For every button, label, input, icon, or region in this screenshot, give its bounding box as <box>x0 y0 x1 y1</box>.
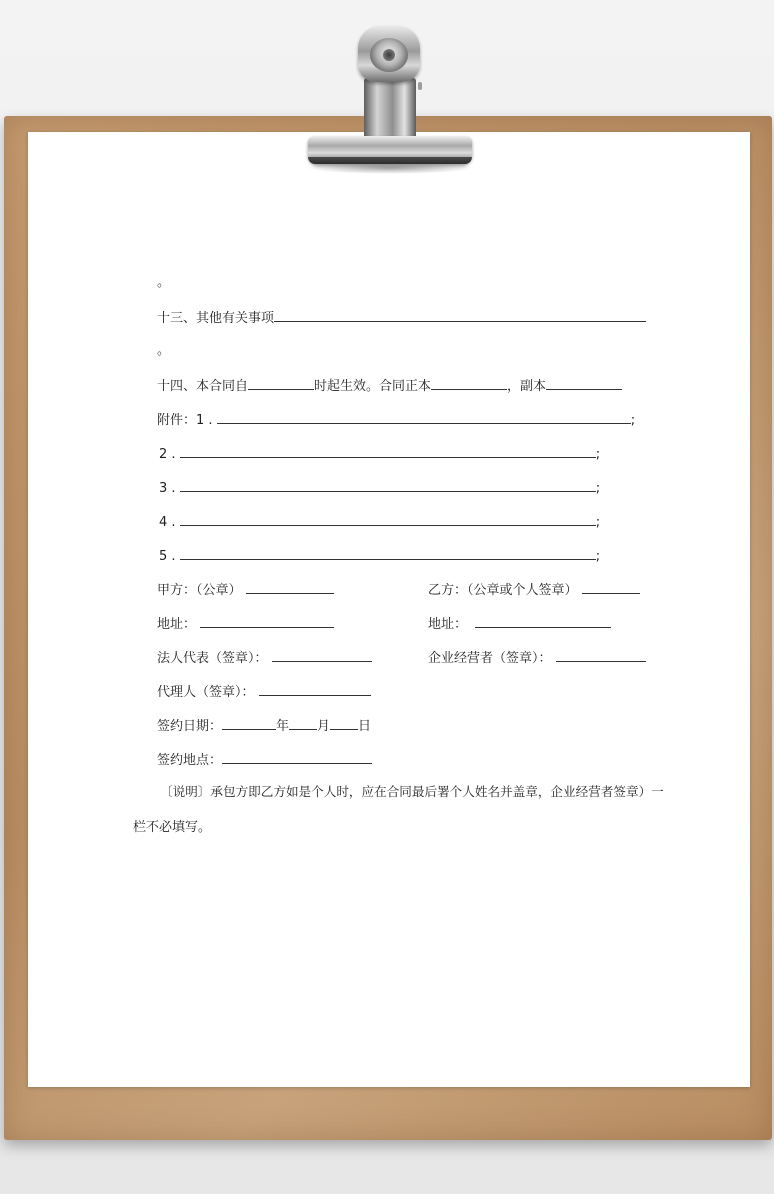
attachment-4-blank[interactable] <box>180 511 596 526</box>
year-label: 年 <box>276 719 290 734</box>
attachment-5-num: 5 . <box>159 549 176 564</box>
day-label: 日 <box>358 719 372 734</box>
party-b-seal <box>428 579 640 600</box>
party-a-seal-blank[interactable] <box>246 579 334 594</box>
dot-line-1 <box>157 274 170 292</box>
note-line-2 <box>133 819 211 837</box>
dot-text: 。 <box>157 343 171 358</box>
item-13-blank[interactable] <box>274 307 646 322</box>
item-13 <box>157 307 646 328</box>
attachment-4-num: 4 . <box>159 515 176 530</box>
attachment-label: 附件：1 . <box>157 413 213 428</box>
attachment-end: ; <box>630 413 636 428</box>
attachment-3-blank[interactable] <box>180 477 596 492</box>
address-b-label: 地址： <box>428 617 468 632</box>
item-14-text-a: 十四、本合同自 <box>157 379 249 394</box>
month-blank[interactable] <box>289 715 317 730</box>
party-a-address <box>157 613 334 634</box>
legal-representative <box>157 647 372 668</box>
attachment-5 <box>159 545 600 566</box>
clip-ring-inner <box>370 38 408 72</box>
item-14-text-b: 时起生效。合同正本 <box>314 379 432 394</box>
party-a-seal <box>157 579 334 600</box>
note-line-1 <box>160 783 664 801</box>
contract-page <box>28 132 750 1087</box>
legal-rep-blank[interactable] <box>272 647 372 662</box>
clip-wire <box>418 82 422 90</box>
copy-count-blank[interactable] <box>546 375 622 390</box>
attachment-end: ; <box>595 447 601 462</box>
dot-text: 。 <box>157 275 171 290</box>
attachment-end: ; <box>595 549 601 564</box>
effective-time-blank[interactable] <box>248 375 314 390</box>
attachment-3 <box>159 477 600 498</box>
party-b-label: 乙方：（公章或个人签章） <box>428 583 578 598</box>
clip-bar <box>308 136 472 164</box>
original-count-blank[interactable] <box>431 375 507 390</box>
legal-rep-label: 法人代表（签章）： <box>157 651 268 666</box>
binder-clip <box>300 24 480 178</box>
sign-place-label: 签约地点： <box>157 753 223 768</box>
dot-line-2 <box>157 342 170 360</box>
attachment-2-blank[interactable] <box>180 443 596 458</box>
party-b-seal-blank[interactable] <box>582 579 640 594</box>
business-operator-label: 企业经营者（签章）： <box>428 651 552 666</box>
clip-ring-hole <box>383 49 395 61</box>
year-blank[interactable] <box>222 715 276 730</box>
day-blank[interactable] <box>330 715 358 730</box>
clip-ring <box>358 26 420 82</box>
month-label: 月 <box>317 719 331 734</box>
item-14-text-c: ，副本 <box>507 379 547 394</box>
party-b-address <box>428 613 611 634</box>
attachment-end: ; <box>595 515 601 530</box>
address-a-blank[interactable] <box>200 613 334 628</box>
signing-date <box>157 715 371 736</box>
attachment-1-blank[interactable] <box>217 409 631 424</box>
clip-neck <box>364 78 416 140</box>
sign-date-label: 签约日期： <box>157 719 223 734</box>
agent-blank[interactable] <box>259 681 371 696</box>
attachment-5-blank[interactable] <box>180 545 596 560</box>
party-a-label: 甲方：（公章） <box>157 583 242 598</box>
item-14 <box>157 375 622 396</box>
note-text-1: 〔说明〕承包方即乙方如是个人时，应在合同最后署个人姓名并盖章，企业经营者签章）一 <box>160 784 664 799</box>
attachment-2 <box>159 443 600 464</box>
attachment-2-num: 2 . <box>159 447 176 462</box>
attachment-1 <box>157 409 635 430</box>
signing-place <box>157 749 372 770</box>
sign-place-blank[interactable] <box>222 749 372 764</box>
item-13-label: 十三、其他有关事项 <box>157 311 275 326</box>
business-operator-blank[interactable] <box>556 647 646 662</box>
attachment-3-num: 3 . <box>159 481 176 496</box>
note-text-2: 栏不必填写。 <box>133 820 212 835</box>
address-a-label: 地址： <box>157 617 197 632</box>
attachment-4 <box>159 511 600 532</box>
attachment-end: ; <box>595 481 601 496</box>
clip-bar-edge <box>308 157 472 164</box>
agent-label: 代理人（签章）： <box>157 685 255 700</box>
address-b-blank[interactable] <box>475 613 611 628</box>
business-operator <box>428 647 646 668</box>
agent <box>157 681 371 702</box>
